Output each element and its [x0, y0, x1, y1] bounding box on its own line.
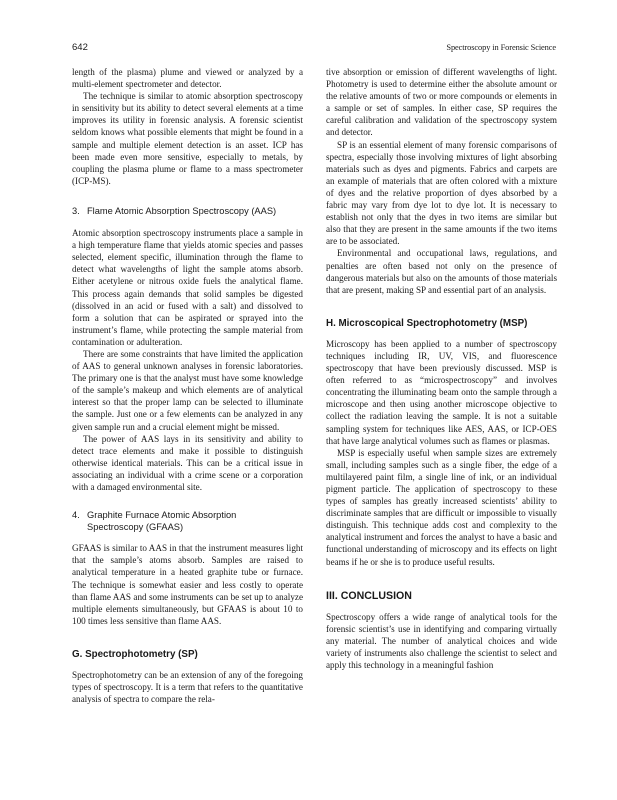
running-header: [72, 42, 556, 56]
paragraph-sp-regulations: Environmental and occupational laws, regulations, and penalties are often based not only on the presence of dangerous materials but also on the amounts of those materials that are present, making SP and essential part of an analysis.: [326, 248, 557, 295]
paragraph-sp-intro: Spectrophotometry can be an extension of any of the foregoing types of spectroscopy. It is a term that refers to the quantitative analysis of spectra to compare the rela-: [72, 670, 303, 705]
page-number: 642: [72, 42, 88, 53]
paragraph-aas-power: The power of AAS lays in its sensitivity and ability to detect trace elements and make it possible to distinguish otherwise identical materials. This can be a critical issue in associating an individual with a crime scene or a corporation with a damaged environmental site.: [72, 433, 303, 492]
running-title: Spectroscopy in Forensic Science: [446, 43, 556, 52]
paragraph-sp-comparisons: SP is an essential element of many forensic comparisons of spectra, especially those involving mixtures of light absorbing materials such as dyes and pigments. Fabrics and carpets are an example of materials that are often colored with a mixture of dyes and the relative proportion of dyes absorbed by a fabric may vary from dye lot to dye lot. It is necessary to establish not only that the dyes in two items are similar but also that they are present in the same amounts if the two items are to be associated.: [326, 139, 557, 247]
paragraph-msp-usefulness: MSP is especially useful when sample sizes are extremely small, including samples such as a single fiber, the edge of a multilayered paint film, a single line of ink, or an individual pigment particle. The application of spectroscopy to these types of samples has greatly increased scientists’ ability to discriminate samples that are difficult or impossible to visually distinguish. This technique adds cost and complexity to the analytical instrument and forces the analyst to have a basic and functional understanding of microscopy and its effects on light beams if he or she is to produce useful results.: [326, 447, 557, 567]
left-column: [72, 66, 303, 705]
paragraph-sp-continued: tive absorption or emission of different wavelengths of light. Photometry is used to determine either the absolute amount or the relative amounts of two or more compounds or elements in a sample or set of samples. In either case, SP requires the careful calibration and validation of the spectroscopy system and detector.: [326, 67, 557, 138]
right-column: [326, 66, 557, 671]
section-heading-sp: G. Spectrophotometry (SP): [72, 648, 198, 660]
subsection-title: Flame Atomic Absorption Spectroscopy (AAS): [87, 205, 277, 216]
paragraph-msp-intro: Microscopy has been applied to a number of spectroscopy techniques including IR, UV, VIS, and fluorescence spectroscopy that have been previously discussed. MSP is often referred to as “microspectroscopy” and involves concentrating the illuminating beam onto the sample through a microscope and then using another microscope objective to collect the radiation leaving the sample. It is not a suitable sampling system for techniques like AES, AAS, or ICP-OES that have large analytical volumes such as flames or plasmas.: [326, 338, 557, 446]
paragraph-aas-constraints: There are some constraints that have limited the application of AAS to general unknown analyses in forensic laboratories. The primary one is that the analyst must have some knowledge of the sample’s makeup and which elements are of analytical interest so that the proper lamp can be selected to illuminate the sample. Just one or a few elements can be analyzed in any given sample run and a crucial element might be missed.: [72, 348, 303, 432]
subsection-number: 3.: [72, 205, 80, 216]
subsection-title-line1: Graphite Furnace Atomic Absorption: [87, 510, 237, 521]
paragraph-aas-intro: Atomic absorption spectroscopy instruments place a sample in a high temperature flame that yields atomic species and passes selected, element specific, illumination through the flame to detect what wavelengths of light the sample atoms absorb. Either acetylene or nitrous oxide fuels the analytical flame. This process again demands that solid samples be digested (dissolved in an acid or fused with a salt) and dissolved to form a solution that can be aspirated or sprayed into the instrument’s flame, while protecting the sample material from contamination or adulteration.: [72, 228, 303, 347]
paragraph-gfaas: GFAAS is similar to AAS in that the instrument measures light that the sample’s atoms absorb. Samples are raised to analytical temperature in a heated graphite tube or furnace. The technique is somewhat easier and less costly to operate than flame AAS and some instruments can be set up to analyze multiple elements simultaneously, but GFAAS is about 10 to 100 times less sensitive than flame AAS.: [72, 543, 303, 626]
subsection-title-line2: Spectroscopy (GFAAS): [87, 522, 184, 533]
subsection-heading-gfaas: [72, 509, 303, 521]
subsection-number: 4.: [72, 510, 80, 521]
subsection-heading-aas: [72, 205, 303, 217]
paragraph-icp-sensitivity: The technique is similar to atomic absorption spectroscopy in sensitivity but its ability to detect several elements at a time improves its utility in forensic analysis. A forensic scientist seldom knows what possible elements that might be found in a sample and multiple element detection is an asset. ICP has been made even more sensitive, especially to metals, by coupling the plasma plume or flame to a mass spectrometer (ICP-MS).: [72, 91, 303, 186]
section-heading-conclusion: III. CONCLUSION: [326, 589, 412, 602]
paragraph-conclusion: Spectroscopy offers a wide range of analytical tools for the forensic scientist’s use in identifying and comparing virtually any material. The number of analytical choices and wide variety of instruments also challenge the scientist to select and apply this technology in a meaningful fashion: [326, 611, 557, 671]
paragraph-icp-continued: length of the plasma) plume and viewed or analyzed by a multi-element spectrometer and detector.: [72, 67, 303, 90]
section-heading-msp: H. Microscopical Spectrophotometry (MSP): [326, 317, 528, 329]
